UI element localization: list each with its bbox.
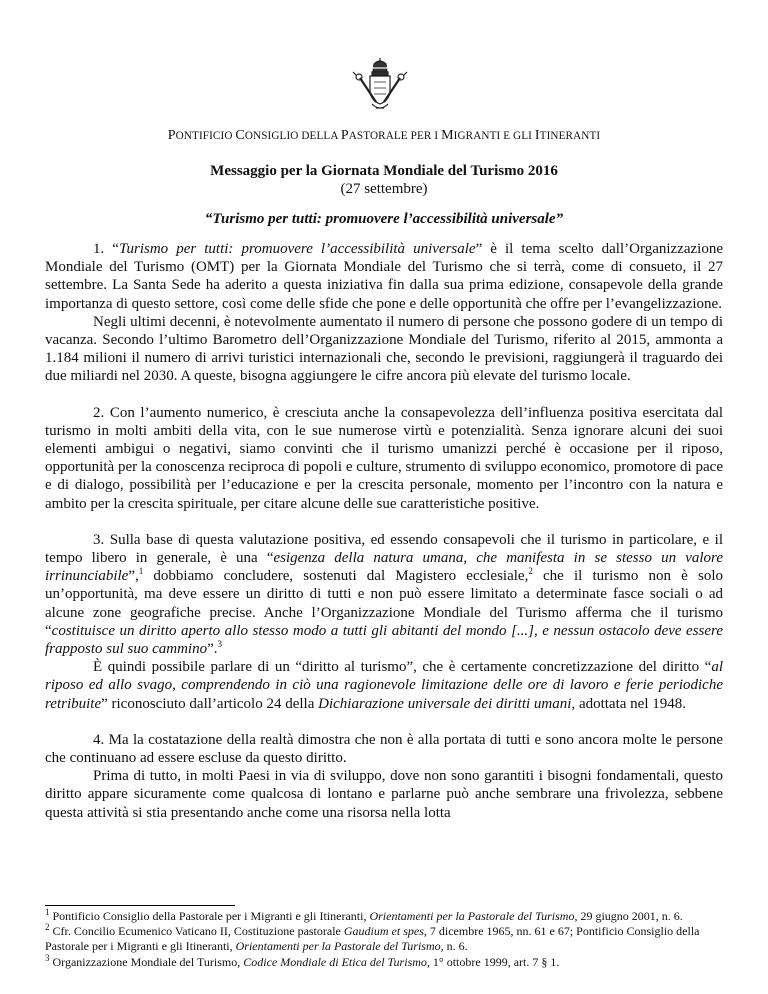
italic-text: al riposo ed allo svago, comprendendo in ciò una ragionevole limitazione delle ore di lavoro e ferie periodiche retribuite <box>45 659 723 712</box>
text-run: , n. 6. <box>440 939 468 954</box>
document-date: (27 settembre) <box>340 181 428 197</box>
papal-coat-of-arms-icon <box>350 58 410 114</box>
dicastery-word <box>235 128 340 143</box>
text-run: Organizzazione Mondiale del Turismo, <box>49 954 244 969</box>
paragraph <box>45 731 723 767</box>
dicastery-word-rest: TINERANTI <box>539 130 601 142</box>
text-run: Pontificio Consiglio della Pastorale per i Migranti e gli Itineranti, <box>49 909 370 923</box>
footnotes <box>45 909 723 970</box>
footnote-ref: 1 <box>138 566 144 577</box>
text-run: che il turismo non è solo un’opportunità, ma deve essere un diritto di tutti e non può essere limitato a determinate fasce sociali o ad alcune zone geografiche precise. Anche l’Organizzazione Mondiale del Turismo afferma che il turismo “ <box>45 568 723 639</box>
footnote-ref: 2 <box>528 566 533 577</box>
dicastery-word-rest: ONTIFICIO <box>175 130 236 142</box>
footnote-ref: 2 <box>45 922 50 933</box>
dicastery-name <box>0 128 768 144</box>
paragraph <box>45 404 723 513</box>
text-run: 4. Ma la costatazione della realtà dimostra che non è alla portata di tutti e sono ancora molte le persone che continuano ad essere escluse da questo diritto. <box>45 731 723 767</box>
dicastery-word-rest: ONSIGLIO DELLA <box>244 130 341 142</box>
italic-text: Turismo per tutti: promuovere l’accessibilità universale <box>118 241 476 257</box>
italic-text: Orientamenti per la Pastorale del Turismo <box>235 939 441 954</box>
text-run: ” è il tema scelto dall’Organizzazione Mondiale del Turismo (OMT) per la Giornata Mondiale del Turismo che si terrà, come di consueto, il 27 settembre. La Santa Sede ha aderito a questa iniziativa fin dalla sua prima edizione, consapevole della grande importanza di questo settore, così come delle sfide che pone e delle opportunità che offre per l’evangelizzazione. <box>45 241 723 312</box>
paragraph <box>45 531 723 658</box>
dicastery-word-initial: M <box>441 128 454 143</box>
text-run: ” riconosciuto dall’articolo 24 della <box>101 695 319 712</box>
text-run: ”, <box>128 568 139 585</box>
footnote-ref: 3 <box>45 952 50 963</box>
dicastery-word <box>341 128 441 143</box>
text-run: , adottata nel 1948. <box>571 695 686 712</box>
dicastery-word <box>441 128 535 143</box>
italic-text: esigenza della natura umana, che manifesta in se stesso un valore irrinunciabile <box>45 550 723 585</box>
footnote <box>45 924 723 954</box>
dicastery-word <box>535 128 600 143</box>
text-run: 3. Sulla base di questa valutazione positiva, ed essendo consapevoli che il turismo in particolare, e il tempo libero in generale, è una “ <box>45 531 723 567</box>
dicastery-word-rest: IGRANTI E GLI <box>453 130 535 142</box>
text-run: dobbiamo concludere, sostenuti dal Magistero ecclesiale, <box>143 568 529 585</box>
footnote-ref: 3 <box>217 639 223 650</box>
document-body <box>45 240 723 822</box>
dicastery-word-initial: I <box>534 128 540 143</box>
document-theme: “Turismo per tutti: promuovere l’accessibilità universale” <box>204 211 564 227</box>
italic-text: costituisce un diritto aperto allo stesso modo a tutti gli abitanti del mondo [...], e nessun ostacolo deve essere frapposto sul suo cammino <box>45 622 723 658</box>
text-run: Prima di tutto, in molti Paesi in via di sviluppo, dove non sono garantiti i bisogni fondamentali, questo diritto appare sicuramente come qualcosa di lontano e parlarne può anche sembrare una frivolezza, sebbene questa attività si stia presentando anche come una risorsa nella lotta <box>45 768 723 821</box>
dicastery-word-initial: P <box>167 128 176 143</box>
text-run: , 29 giugno 2001, n. 6. <box>574 909 683 923</box>
footnote <box>45 909 723 924</box>
text-run: Cfr. Concilio Ecumenico Vaticano II, Costituzione pastorale <box>49 924 344 939</box>
text-run: Negli ultimi decenni, è notevolmente aumentato il numero di persone che possono godere di un tempo di vacanza. Secondo l’ultimo Barometro dell’Organizzazione Mondiale del Turismo, riferito al 2015, ammonta a 1.184 milioni il numero di arrivi turistici internazionali che, secondo le previsioni, raggiungerà il traguardo dei due miliardi nel 2030. A queste, bisogna aggiungere le cifre ancora più elevate del turismo locale. <box>45 313 723 385</box>
dicastery-word-initial: P <box>340 128 349 143</box>
footnote <box>45 952 723 970</box>
text-run: ”. <box>207 641 218 658</box>
text-run: 1. “ <box>93 241 119 257</box>
paragraph <box>45 767 723 822</box>
italic-text: Orientamenti per la Pastorale del Turismo <box>369 909 575 923</box>
footnote-ref: 1 <box>45 907 50 917</box>
italic-text: Gaudium et spes <box>343 924 424 939</box>
paragraph <box>45 240 723 313</box>
paragraph <box>45 658 723 713</box>
dicastery-word-rest: ASTORALE PER I <box>348 130 442 142</box>
text-run: 2. Con l’aumento numerico, è cresciuta anche la consapevolezza dell’influenza positiva esercitata dal turismo in molti ambiti della vita, con le sue numerose virtù e potenzialità. Senza ignorare alcuni dei suoi elementi ambigui o negativi, siamo convinti che il turismo umanizzi perché è occasione per il riposo, opportunità per la conoscenza reciproca di popoli e culture, strumento di sviluppo economico, promotore di pace e di dialogo, possibilità per l’educazione e per la crescita personale, momento per l’incontro con la natura e ambito per la crescita spirituale, per citare alcune delle sue caratteristiche positive. <box>45 404 723 512</box>
italic-text: Codice Mondiale di Etica del Turismo <box>243 954 427 969</box>
text-run: , 1° ottobre 1999, art. 7 § 1. <box>426 954 560 969</box>
dicastery-word <box>168 128 236 143</box>
text-run: , 7 dicembre 1965, nn. 61 e 67; Pontificio Consiglio della Pastorale per i Migranti e gli Itineranti, <box>45 924 700 954</box>
text-run: È quindi possibile parlare di un “diritto al turismo”, che è certamente concretizzazione del diritto “ <box>93 659 712 676</box>
dicastery-word-initial: C <box>235 128 245 143</box>
paragraph <box>45 313 723 386</box>
footnote-divider <box>45 905 235 906</box>
italic-text: Dichiarazione universale dei diritti umani <box>318 695 572 712</box>
document-title: Messaggio per la Giornata Mondiale del Turismo 2016 <box>210 163 558 179</box>
